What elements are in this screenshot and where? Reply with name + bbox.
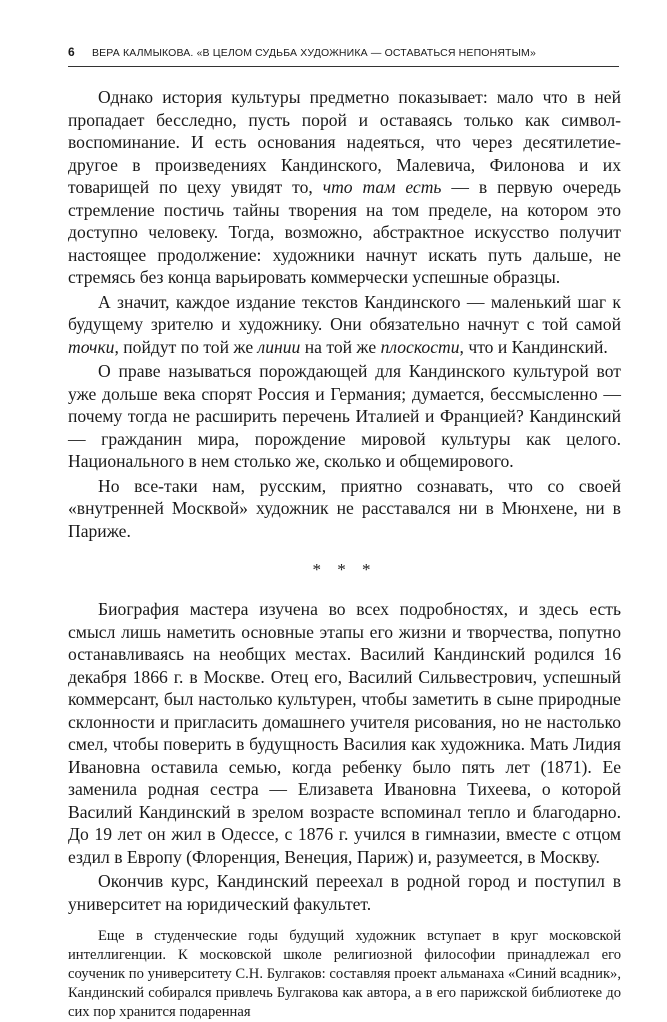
text-run: А значит, каждое издание текстов Кандинского — маленький шаг к будущему зрителю и художнику. Они обязательно начнут с той самой: [68, 291, 621, 334]
italic-phrase: точки: [68, 336, 115, 357]
body-text: [68, 86, 621, 1022]
paragraph-p5: [68, 598, 621, 868]
italic-phrase: плоскости: [380, 336, 460, 357]
text-run: — в первую очередь стремление постичь тайны творения на том пределе, на котором это доступно человеку. Тогда, возможно, абстрактное искусство получит настоящее продолжение: художники начнут искать путь дальше, не стремясь без конца варьировать коммерчески успешные образцы.: [68, 177, 621, 287]
italic-phrase: что там есть: [322, 177, 442, 197]
paragraph-group-before: [68, 86, 621, 542]
paragraph-p3: [68, 360, 621, 473]
page-number: 6: [68, 45, 75, 59]
text-run: Однако история культуры предметно показывает: мало что в ней пропадает бесследно, пусть порой и оставаясь только как символ-воспоминание. И есть основания надеяться, что через десятилетие-другое в произведениях Кандинского, Малевича, Филонова и их товарищей по цеху увидят то,: [68, 87, 621, 197]
text-run: , что и Кандинский.: [459, 336, 608, 357]
text-run: Но все-таки нам, русским, приятно сознавать, что со своей «внутренней Москвой» художник не расставался ни в Мюнхене, ни в Париже.: [68, 475, 621, 541]
paragraph-p1: [68, 86, 621, 289]
text-run: Окончив курс, Кандинский переехал в родной город и поступил в университет на юридический факультет.: [68, 871, 621, 914]
section-separator: * * *: [312, 560, 377, 579]
running-title: ВЕРА КАЛМЫКОВА. «В ЦЕЛОМ СУДЬБА ХУДОЖНИКА — ОСТАВАТЬСЯ НЕПОНЯТЫМ»: [92, 47, 536, 59]
paragraph-group-after: [68, 598, 621, 915]
paragraph-p2: [68, 291, 621, 359]
running-header: [68, 45, 619, 59]
text-run: , пойдут по той же: [114, 336, 258, 357]
paragraph-p6: [68, 870, 621, 915]
small-print-paragraph: Еще в студенческие годы будущий художник вступает в круг московской интеллигенции. К московской школе религиозной философии принадлежал его соученик по университету С.Н. Булгаков: составляя проект альманаха «Синий всадник», Кандинский собирался привлечь Булгакова как автора, а в его парижской библиотеке до сих пор хранится подаренная: [68, 928, 621, 1020]
text-run: на той же: [300, 336, 381, 357]
text-run: Биография мастера изучена во всех подробностях, и здесь есть смысл лишь наметить основные этапы его жизни и творчества, попутно останавливаясь на необщих местах. Василий Кандинский родился 16 декабря 1866 г. в Москве. Отец его, Василий Сильвестрович, успешный коммерсант, был настолько культурен, чтобы заметить в сыне природные склонности и пригласить домашнего учителя рисования, но не настолько смел, чтобы поверить в будущность Василия как художника. Мать Лидия Ивановна оставила семью, когда ребенку было пять лет (1871). Ее заменила родная сестра — Елизавета Ивановна Тихеева, о которой Василий Кандинский в зрелом возрасте вспоминал тепло и благодарно. До 19 лет он жил в Одессе, с 1876 г. учился в гимназии, вместе с отцом ездил в Европу (Флоренция, Венеция, Париж) и, разумеется, в Москву.: [68, 599, 621, 867]
italic-phrase: линии: [257, 336, 301, 357]
paragraph-p4: [68, 475, 621, 543]
header-rule: [68, 66, 619, 67]
text-run: О праве называться порождающей для Кандинского культурой вот уже дольше века спорят Россия и Германия; думается, бессмысленно — почему тогда не расширить перечень Италией и Францией? Кандинский — гражданин мира, порождение мировой культуры как целого. Национального в нем столько же, сколько и общемирового.: [68, 361, 621, 471]
